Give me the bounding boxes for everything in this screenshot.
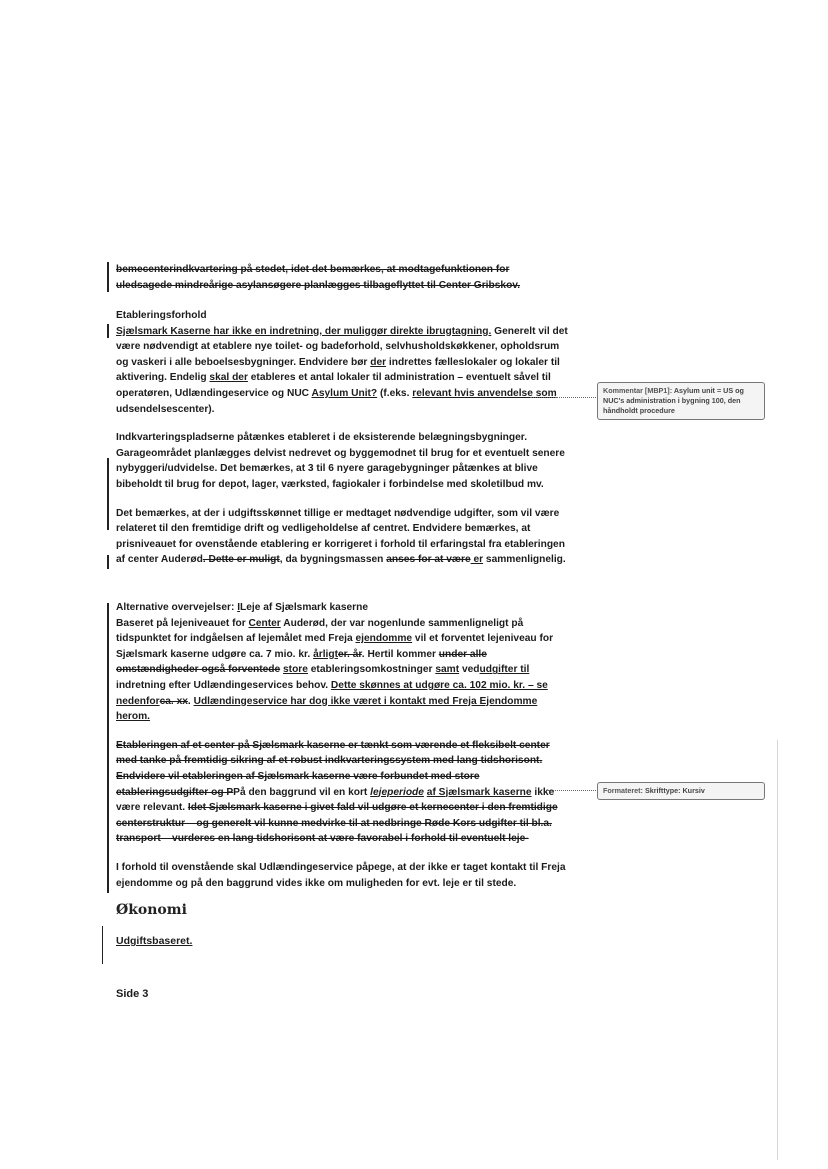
inserted-text: Dette skønnes at udgøre ca. 102 mio. kr. – se nedenfor — [116, 679, 548, 707]
intro-line: uledsagede mindreårige asylansøgere planlægges tilbageflyttet til Center Gribskov. — [116, 279, 521, 291]
deleted-text: Etableringen af et center på Sjælsmark kaserne er tænkt som værende et fleksibelt center med tanke på fremtidig sikring af et robust indkvarteringssystem med lang tidshorisont. Endvidere vil etableringen af Sjælsmark kaserne være forbundet med store etableringsudgifter og P — [116, 739, 550, 798]
deleted-text: er. år — [337, 648, 362, 660]
spacer — [116, 725, 568, 738]
body-text: etableringsomkostninger — [307, 664, 436, 676]
comment-leader — [548, 790, 598, 791]
inserted-text: lejeperiode — [370, 786, 424, 798]
spacer — [116, 847, 568, 860]
format-text: Skrifttype: Kursiv — [642, 786, 705, 795]
alternative-paragraph-2 — [116, 738, 568, 847]
body-text: . — [187, 695, 194, 707]
deleted-text: anses for at være — [386, 554, 471, 566]
change-bar — [107, 603, 109, 893]
heading-text: Leje af Sjælsmark kaserne — [240, 602, 369, 613]
inserted-text: er — [470, 554, 484, 566]
body-text: sammenlignelig. — [483, 554, 566, 566]
body-text: indretning efter Udlændingeservices behov. — [116, 679, 331, 691]
etablering-paragraph-3 — [116, 506, 568, 568]
body-text: udsendelsescenter). — [116, 403, 215, 415]
etablering-paragraph-2: Indkvarteringspladserne påtænkes etableret i de eksisterende belægningsbygninger. Garageområdet planlægges delvist nedrevet og byggemodnet til brug for et eventuelt senere nybyggeri/udvidelse. Det bemærkes, at 3 til 6 nyere garagebygninger påtænkes at blive bibeholdt til brug for depot, lager, værksted, fagiokaler i forbindelse med skoletilbud mv. — [116, 432, 565, 490]
change-bar — [107, 555, 109, 569]
body-text: , da bygningsmassen — [279, 554, 387, 566]
inserted-text: I — [237, 602, 241, 613]
body-text: Generelt vil det være nødvendigt at etablere nye toilet- og badeforhold, selvhusholdskøkkener, opholdsrum og vaskeri i alle beboelsesbygninger. Endvidere bør — [116, 325, 568, 368]
alternative-paragraph-3: I forhold til ovenstående skal Udlændingeservice påpege, at der ikke er taget kontakt til Freja ejendomme og på den baggrund vides ikke om muligheden for evt. leje er til stede. — [116, 861, 566, 889]
page-number: Side 3 — [116, 988, 149, 1000]
intro-paragraph — [116, 262, 576, 293]
inserted-text: der — [370, 356, 387, 368]
inserted-text: store — [283, 664, 308, 676]
etablering-section — [116, 308, 568, 568]
spacer — [116, 493, 568, 506]
comment-label: Kommentar [MBP1]: — [603, 386, 673, 395]
deleted-text: ca. xx — [159, 695, 188, 707]
okonomi-heading: Økonomi — [116, 902, 187, 918]
inserted-text: årligt — [313, 648, 338, 660]
inserted-text: Udlændingeservice har dog ikke været i kontakt med Freja Ejendomme herom. — [116, 695, 538, 723]
alternative-heading — [116, 600, 568, 616]
change-bar — [107, 262, 109, 292]
body-text: Auderød, der var nogenlunde sammenligneligt på tidspunktet for indgåelsen af lejemålet med Freja — [116, 617, 524, 645]
inserted-text: skal der — [209, 372, 248, 384]
body-text: Det bemærkes, at der i udgiftsskønnet tillige er medtaget nødvendige udgifter, som vil være relateret til den fremtidige drift og vedligeholdelse af centret. Endvidere bemærkes, at prisniveauet for ovenstående etablering er korrigeret i forhold til erfaringstal fra etableringen af center Auderød — [116, 507, 565, 566]
heading-text: Alternative overvejelser: — [116, 602, 238, 613]
etablering-paragraph-1 — [116, 324, 568, 418]
body-text: . Hertil kommer — [361, 648, 439, 660]
intro-line: bemecenterindkvartering på stedet, idet det bemærkes, at modtagefunktionen for — [116, 264, 510, 275]
change-bar — [102, 926, 103, 964]
format-label: Formateret: — [603, 786, 643, 795]
inserted-text: Sjælsmark Kaserne har ikke en indretning, der muliggør direkte ibrugtagning. — [116, 325, 492, 337]
body-text: På den baggrund vil en kort — [233, 786, 371, 798]
comment-text: Asylum unit = US og NUC's administration i bygning 100, den håndholdt procedure — [603, 386, 744, 415]
change-bar — [107, 458, 109, 530]
scan-edge — [777, 740, 778, 1160]
deleted-text: . Dette er muligt — [202, 554, 280, 566]
body-text: Baseret på lejeniveauet for — [116, 617, 249, 629]
deleted-text: Idet Sjælsmark kaserne i givet fald vil udgøre et kernecenter i den fremtidige centerstruktur – og generelt vil kunne medvirke til at nedbringe Røde Kors udgifter til bl.a. transport – vurderes en lang tidshorisont at være favorabel i forhold til eventuelt leje- — [116, 802, 558, 845]
comment-leader — [530, 397, 598, 398]
body-text: ved — [459, 664, 480, 676]
inserted-text: samt — [435, 664, 460, 676]
body-text: ikke være relevant. — [116, 786, 555, 814]
okonomi-subheading: Udgiftsbaseret. — [116, 935, 193, 947]
etablering-heading: Etableringsforhold — [116, 310, 207, 321]
inserted-text: relevant hvis anvendelse som — [412, 387, 557, 399]
body-text: etableres et antal lokaler til administration – eventuelt såvel til operatøren, Udlændingeservice og NUC — [116, 372, 551, 399]
deleted-text: under alle omstændigheder også forventede — [116, 648, 487, 676]
change-bar — [107, 324, 109, 338]
alternative-paragraph-1 — [116, 616, 568, 725]
body-text: indrettes fælleslokaler og lokaler til aktivering. Endelig — [116, 356, 560, 384]
inserted-text: af Sjælsmark kaserne — [426, 786, 532, 798]
comment-balloon[interactable] — [597, 382, 765, 420]
format-balloon[interactable] — [597, 782, 765, 800]
alternative-section — [116, 600, 568, 891]
spacer — [116, 417, 568, 430]
body-text: (f.eks. — [377, 387, 413, 399]
inserted-text: Asylum Unit? — [311, 387, 378, 399]
inserted-text: Center — [248, 617, 281, 629]
inserted-text: ejendomme — [355, 633, 413, 645]
body-text: vil et forventet lejeniveau for Sjælsmark kaserne udgøre ca. 7 mio. kr. — [116, 633, 554, 660]
inserted-text: udgifter til — [479, 664, 530, 676]
